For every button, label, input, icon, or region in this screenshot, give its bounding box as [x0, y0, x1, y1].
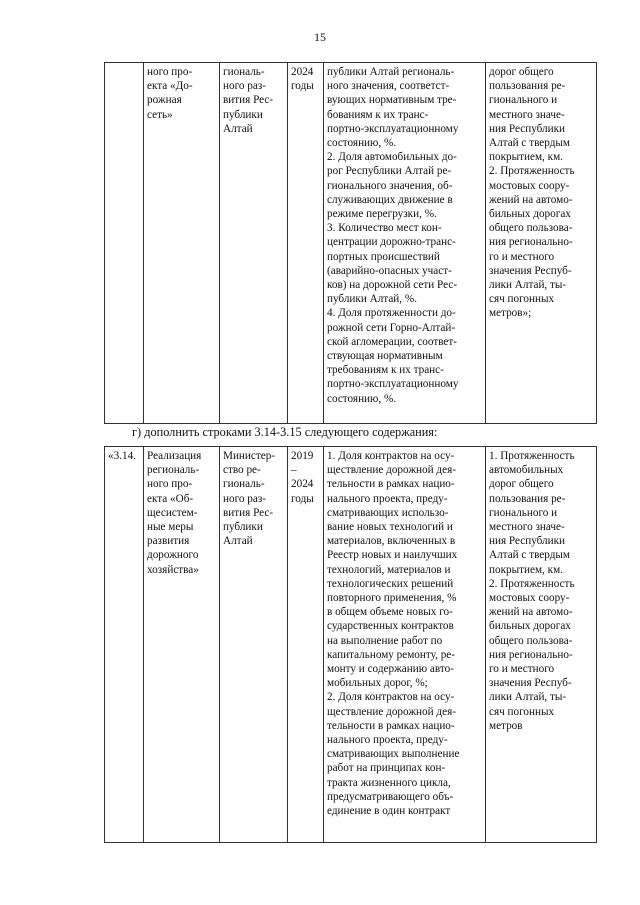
cell-line: «3.14. [108, 450, 136, 462]
cell-line: состоянию, %. [327, 392, 397, 405]
cell-line: ство ре- [223, 464, 261, 477]
cell-line: публики [223, 108, 263, 121]
cell-line: Алтай [223, 535, 253, 548]
cell-line: сяч погонных [489, 293, 555, 306]
table-continued [104, 62, 597, 424]
cell-line: рог Республики Алтай ре- [327, 165, 452, 178]
cell-line: Министер- [223, 450, 276, 462]
cell-line: мобильных дорог, %; [327, 677, 428, 690]
cell-line: 2. Доля автомобильных до- [327, 151, 457, 164]
cell-line: го и местного [489, 663, 555, 676]
cell-line: 2. Протяженность [489, 577, 575, 590]
cell-line: гионального и [489, 506, 558, 519]
cell-line: 2. Доля контрактов на осу- [327, 691, 455, 704]
cell-line: состоянию, %. [327, 137, 397, 150]
cell-line: 1. Доля контрактов на осу- [327, 450, 455, 462]
cell-line: портно-эксплуатационному [327, 378, 459, 391]
cell-line: дорог общего [489, 66, 554, 78]
cell-line: жений на автомо- [489, 606, 573, 619]
cell-line: рожная [147, 94, 182, 107]
cell-line: гионального и [489, 94, 558, 107]
cell-line: тельности в рамках нацио- [327, 478, 455, 491]
cell-line: единение в один контракт [327, 805, 451, 818]
cell-line: го и местного [489, 250, 555, 263]
cell-line: тракта жизненного цикла, [327, 776, 451, 789]
cell-line: ния Республики [489, 535, 566, 548]
cell-line: покрытием, км. [489, 151, 563, 164]
cell-period [288, 447, 324, 843]
cell-line: ния регионально- [489, 648, 573, 661]
cell-line: бильных дорогах [489, 208, 571, 221]
cell-line: ного про- [147, 66, 193, 78]
cell-line: общего пользова- [489, 222, 573, 235]
cell-line: режиме перегрузки, %. [327, 208, 437, 221]
cell-line: на выполнение работ по [327, 634, 443, 647]
cell-line: мостовых соору- [489, 592, 570, 605]
cell-line: бильных дорогах [489, 620, 571, 633]
cell-line: Алтай с твердым [489, 137, 571, 150]
cell-line: общего пользова- [489, 634, 573, 647]
cell-line: пользования ре- [489, 80, 566, 93]
cell-line: 3. Количество мест кон- [327, 222, 442, 235]
cell-line: значения Респуб- [489, 264, 572, 277]
cell-line: покрытием, км. [489, 563, 563, 576]
section-caption: г) дополнить строками 3.14-3.15 следующего содержания: [132, 425, 438, 439]
cell-line: лики Алтай, ты- [489, 691, 567, 704]
cell-line: 2019 [291, 450, 314, 462]
cell-line: портно-эксплуатационному [327, 122, 459, 135]
cell-line: дорожного [147, 549, 199, 562]
cell-line: лики Алтай, ты- [489, 279, 567, 292]
cell-line: центрации дорожно-транс- [327, 236, 456, 249]
cell-line: Алтай [223, 122, 253, 135]
cell-line: служивающих движение в [327, 193, 453, 206]
cell-line: требованиям к их транс- [327, 364, 444, 377]
cell-line: екта «До- [147, 80, 193, 93]
cell-line: тельности в рамках нацио- [327, 719, 455, 732]
cell-line: публики Алтай региональ- [327, 66, 455, 78]
cell-line: сударственных контрактов [327, 620, 454, 633]
cell-project [144, 447, 220, 843]
table-row [105, 447, 597, 843]
cell-line: публики [223, 521, 263, 534]
cell-line: ного раз- [223, 80, 266, 93]
cell-line: 4. Доля протяженности до- [327, 307, 456, 320]
cell-line: автомобильных [489, 464, 564, 477]
cell-period [288, 63, 324, 424]
cell-line: 2024 [291, 478, 314, 491]
cell-line: Алтай с твердым [489, 549, 571, 562]
cell-line: сматривающих выполнение [327, 748, 460, 761]
cell-line: ществление дорожной дея- [327, 464, 456, 477]
cell-project [144, 63, 220, 424]
cell-line: значения Респуб- [489, 677, 572, 690]
cell-line: пользования ре- [489, 492, 566, 505]
cell-line: в общем объеме новых го- [327, 606, 453, 619]
cell-line: вующих нормативным тре- [327, 94, 457, 107]
cell-responsible [220, 447, 288, 843]
cell-line: рожной сети Горно-Алтай- [327, 321, 456, 334]
cell-line: 2024 [291, 66, 314, 78]
cell-line: местного значе- [489, 108, 565, 121]
cell-line: метров [489, 719, 523, 732]
cell-line: годы [291, 492, 314, 505]
cell-responsible [220, 63, 288, 424]
cell-line: сеть» [147, 108, 173, 121]
cell-line: гионального значения, об- [327, 179, 453, 192]
cell-indicators [324, 447, 486, 843]
cell-line: работ на принципах кон- [327, 762, 446, 775]
cell-line: – [291, 464, 297, 477]
cell-line: (аварийно-опасных участ- [327, 264, 452, 277]
cell-line: гиональ- [223, 478, 265, 491]
cell-line: хозяйства» [147, 563, 199, 576]
cell-line: монту и содержанию авто- [327, 663, 454, 676]
cell-line: вание новых технологий и [327, 521, 453, 534]
cell-line: местного значе- [489, 521, 565, 534]
cell-line: сяч погонных [489, 705, 555, 718]
cell-line: вития Рес- [223, 506, 274, 519]
cell-line: развития [147, 535, 190, 548]
page-number: 15 [314, 30, 326, 44]
cell-line: ской агломерации, соответ- [327, 335, 458, 348]
cell-line: технологических решений [327, 577, 454, 590]
cell-line: публики Алтай, %. [327, 293, 417, 306]
cell-number [105, 447, 144, 843]
table-row [105, 63, 597, 424]
cell-line: ствующая нормативным [327, 350, 443, 363]
cell-line: ного про- [147, 478, 193, 491]
cell-results [486, 63, 597, 424]
cell-line: материалов, включенных в [327, 535, 456, 548]
cell-number [105, 63, 144, 424]
cell-line: ния регионально- [489, 236, 573, 249]
cell-results [486, 447, 597, 843]
cell-line: нального проекта, преду- [327, 492, 448, 505]
cell-line: технологий, материалов и [327, 563, 451, 576]
cell-line: Реализация [147, 450, 202, 462]
cell-line: 1. Протяженность [489, 450, 575, 462]
cell-line: гиональ- [223, 66, 265, 78]
cell-line: региональ- [147, 464, 200, 477]
cell-line: повторного применения, % [327, 592, 457, 605]
cell-line: нального проекта, преду- [327, 734, 448, 747]
cell-line: капитальному ремонту, ре- [327, 648, 455, 661]
cell-line: метров»; [489, 307, 532, 320]
cell-line: бованиям к их транс- [327, 108, 429, 121]
cell-line: мостовых соору- [489, 179, 570, 192]
cell-line: Реестр новых и наилучших [327, 549, 458, 562]
cell-line: 2. Протяженность [489, 165, 575, 178]
cell-line: портных происшествий [327, 250, 440, 263]
cell-line: предусматривающего объ- [327, 790, 454, 803]
cell-line: ществление дорожной дея- [327, 705, 456, 718]
cell-line: ного раз- [223, 492, 266, 505]
table-new-rows [104, 446, 597, 843]
cell-line: дорог общего [489, 478, 554, 491]
cell-line: екта «Об- [147, 492, 194, 505]
cell-indicators [324, 63, 486, 424]
cell-line: годы [291, 80, 314, 93]
cell-line: ные меры [147, 521, 194, 534]
cell-line: вития Рес- [223, 94, 274, 107]
cell-line: ния Республики [489, 122, 566, 135]
cell-line: ного значения, соответст- [327, 80, 450, 93]
cell-line: жений на автомо- [489, 193, 573, 206]
cell-line: сматривающих использо- [327, 506, 449, 519]
cell-line: щесистем- [147, 506, 198, 519]
cell-line: ков) на дорожной сети Рес- [327, 279, 458, 292]
